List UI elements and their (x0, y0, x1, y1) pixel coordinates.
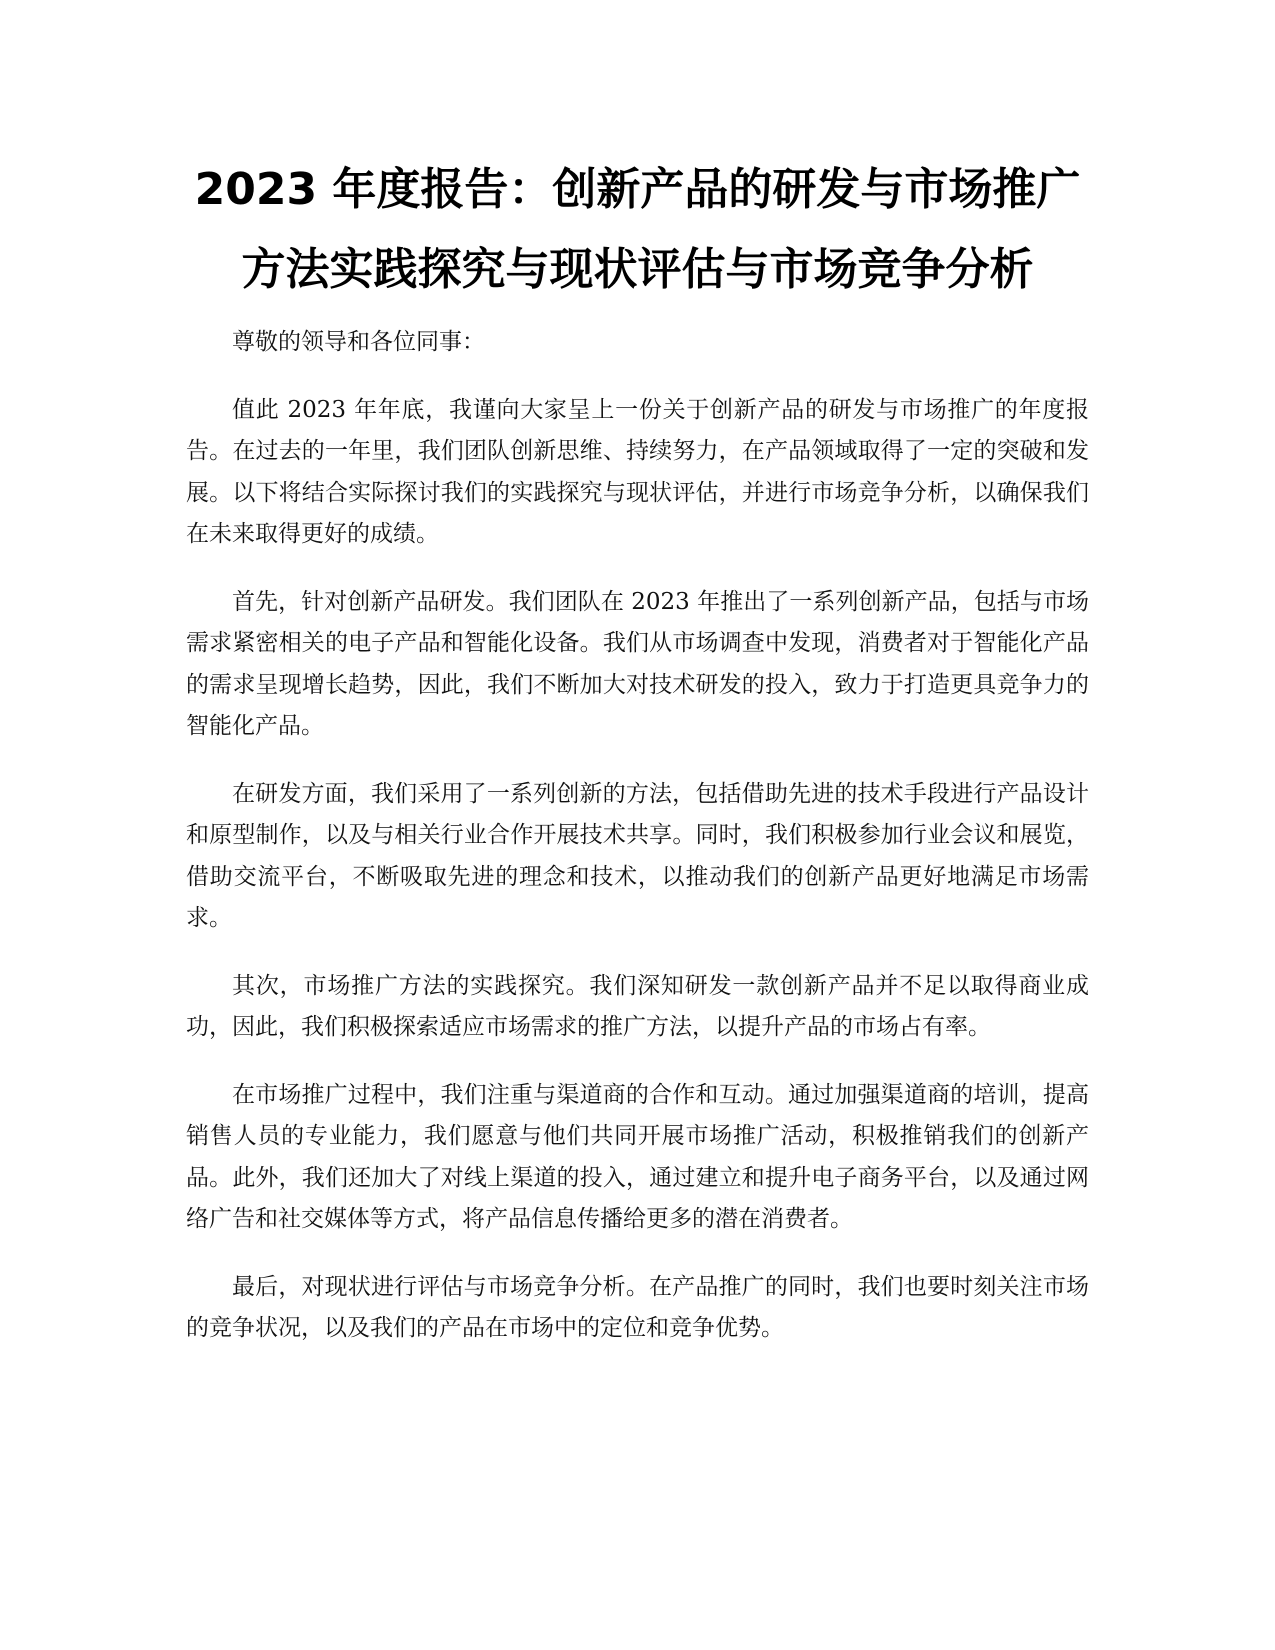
paragraph-rd-methods: 在研发方面，我们采用了一系列创新的方法，包括借助先进的技术手段进行产品设计和原型制作，以及与相关行业合作开展技术共享。同时，我们积极参加行业会议和展览，借助交流平台，不断吸取先进的理念和技术，以推动我们的创新产品更好地满足市场需求。 (186, 780, 1089, 931)
title-line-1: 2023 年度报告：创新产品的研发与市场推广 (194, 164, 1081, 215)
salutation: 尊敬的领导和各位同事： (232, 329, 485, 355)
document-title (150, 150, 1125, 310)
paragraph-marketing-methods: 其次，市场推广方法的实践探究。我们深知研发一款创新产品并不足以取得商业成功，因此，我们积极探索适应市场需求的推广方法，以提升产品的市场占有率。 (186, 972, 1089, 1040)
document-body (186, 322, 1089, 1376)
title-line-2: 方法实践探究与现状评估与市场竞争分析 (241, 244, 1034, 295)
paragraph-assessment: 最后，对现状进行评估与市场竞争分析。在产品推广的同时，我们也要时刻关注市场的竞争状况，以及我们的产品在市场中的定位和竞争优势。 (186, 1273, 1089, 1341)
paragraph-intro: 值此 2023 年年底，我谨向大家呈上一份关于创新产品的研发与市场推广的年度报告。在过去的一年里，我们团队创新思维、持续努力，在产品领域取得了一定的突破和发展。以下将结合实际探讨我们的实践探究与现状评估，并进行市场竞争分析，以确保我们在未来取得更好的成绩。 (186, 396, 1089, 547)
paragraph-marketing-process: 在市场推广过程中，我们注重与渠道商的合作和互动。通过加强渠道商的培训，提高销售人员的专业能力，我们愿意与他们共同开展市场推广活动，积极推销我们的创新产品。此外，我们还加大了对线上渠道的投入，通过建立和提升电子商务平台，以及通过网络广告和社交媒体等方式，将产品信息传播给更多的潜在消费者。 (186, 1081, 1089, 1232)
paragraph-product-development: 首先，针对创新产品研发。我们团队在 2023 年推出了一系列创新产品，包括与市场需求紧密相关的电子产品和智能化设备。我们从市场调查中发现，消费者对于智能化产品的需求呈现增长趋势，因此，我们不断加大对技术研发的投入，致力于打造更具竞争力的智能化产品。 (186, 588, 1089, 739)
